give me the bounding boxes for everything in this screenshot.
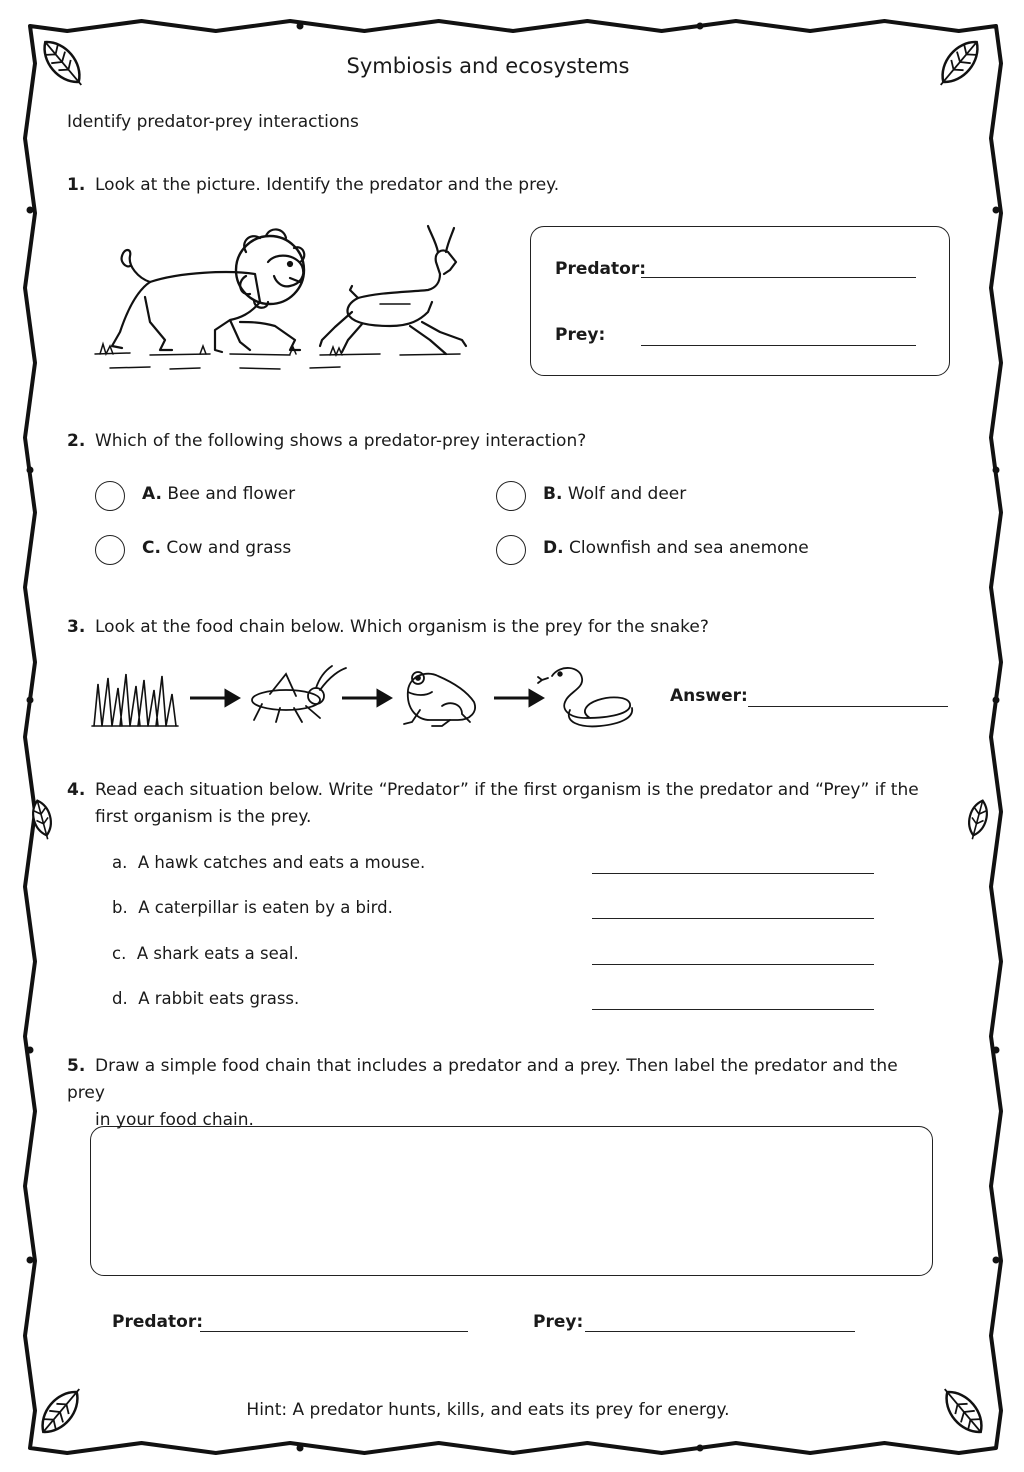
situation-d-answer-line[interactable] [592, 1009, 874, 1010]
situation-c-answer-line[interactable] [592, 964, 874, 965]
worksheet-subtitle: Identify predator-prey interactions [67, 112, 359, 132]
question-number: 3. [67, 617, 86, 637]
q5-predator-answer-line[interactable] [200, 1331, 468, 1332]
border-dot [27, 207, 34, 214]
question-text: Which of the following shows a predator-prey interaction? [95, 431, 587, 451]
option-d-radio[interactable] [496, 535, 526, 565]
situation-letter: d. [112, 989, 128, 1008]
worksheet-title: Symbiosis and ecosystems [346, 54, 630, 78]
border-dot [27, 1047, 34, 1054]
option-letter: D. [543, 538, 564, 558]
border-dot [697, 1445, 704, 1452]
border-dot [297, 1445, 304, 1452]
predator-label: Predator: [555, 259, 647, 279]
situation-b-answer-line[interactable] [592, 918, 874, 919]
option-text: Cow and grass [166, 538, 292, 558]
situation-a-answer-line[interactable] [592, 873, 874, 874]
frog-icon [404, 672, 475, 726]
situation-text: A hawk catches and eats a mouse. [137, 853, 426, 872]
question-2 [67, 428, 586, 455]
border-dot [993, 207, 1000, 214]
q3-answer-line[interactable] [748, 706, 948, 707]
option-c-radio[interactable] [95, 535, 125, 565]
predator-answer-line[interactable] [641, 277, 916, 278]
question-5 [67, 1053, 937, 1134]
q5-prey-answer-line[interactable] [585, 1331, 855, 1332]
question-3 [67, 614, 709, 641]
question-text-line-1: Read each situation below. Write “Predator” if the first organism is the predator and “Prey” if the [95, 780, 919, 800]
option-a-label [142, 484, 295, 504]
snake-icon [538, 668, 632, 726]
option-c-label [142, 538, 291, 558]
question-number: 5. [67, 1056, 86, 1076]
grass-ground [95, 344, 460, 369]
option-letter: C. [142, 538, 161, 558]
situation-a [112, 853, 425, 872]
arrow-icon [190, 691, 238, 705]
q3-answer-label: Answer: [670, 686, 748, 706]
situation-text: A caterpillar is eaten by a bird. [138, 898, 393, 917]
question-1 [67, 172, 559, 199]
prey-answer-line[interactable] [641, 345, 916, 346]
option-text: Bee and flower [167, 484, 296, 504]
q5-predator-label: Predator: [112, 1312, 204, 1332]
border-dot [993, 467, 1000, 474]
border-dot [993, 1047, 1000, 1054]
gazelle-icon [320, 226, 466, 354]
option-b-label [543, 484, 686, 504]
question-number: 4. [67, 780, 86, 800]
situation-text: A shark eats a seal. [136, 944, 299, 963]
option-letter: B. [543, 484, 563, 504]
arrow-icon [342, 691, 390, 705]
situation-letter: a. [112, 853, 128, 872]
leaf-icon-mid-right [964, 798, 990, 841]
q1-answer-box [530, 226, 950, 376]
option-a-radio[interactable] [95, 481, 125, 511]
question-number: 1. [67, 175, 86, 195]
food-chain-illustration [90, 660, 640, 736]
lion-icon [112, 229, 304, 352]
border-dot [27, 467, 34, 474]
question-text: Look at the picture. Identify the predator and the prey. [95, 175, 560, 195]
border-dot [993, 697, 1000, 704]
question-text-line-1: Draw a simple food chain that includes a predator and a prey. Then label the predator and the prey [67, 1056, 898, 1103]
situation-letter: c. [112, 944, 127, 963]
border-dot [27, 697, 34, 704]
situation-text: A rabbit eats grass. [138, 989, 300, 1008]
lion-chasing-gazelle-illustration [90, 222, 470, 382]
option-letter: A. [142, 484, 162, 504]
option-d-label [543, 538, 809, 558]
q5-prey-label: Prey: [533, 1312, 584, 1332]
situation-b [112, 898, 393, 917]
option-text: Wolf and deer [567, 484, 687, 504]
situation-letter: b. [112, 898, 128, 917]
hint-text: Hint: A predator hunts, kills, and eats its prey for energy. [246, 1400, 730, 1420]
grass-icon [92, 674, 178, 726]
food-chain-drawing-area[interactable] [90, 1126, 933, 1276]
border-dot [297, 23, 304, 30]
border-dot [697, 23, 704, 30]
option-b-radio[interactable] [496, 481, 526, 511]
border-dot [993, 1257, 1000, 1264]
question-text-line-2: in your food chain. [95, 1110, 254, 1130]
question-text-line-2: first organism is the prey. [95, 807, 312, 827]
question-4 [67, 777, 927, 831]
prey-label: Prey: [555, 325, 606, 345]
question-text: Look at the food chain below. Which organism is the prey for the snake? [95, 617, 709, 637]
border-dot [27, 1257, 34, 1264]
question-number: 2. [67, 431, 86, 451]
grasshopper-icon [252, 666, 346, 722]
situation-c [112, 944, 299, 963]
situation-d [112, 989, 299, 1008]
option-text: Clownfish and sea anemone [568, 538, 809, 558]
arrow-icon [494, 691, 542, 705]
